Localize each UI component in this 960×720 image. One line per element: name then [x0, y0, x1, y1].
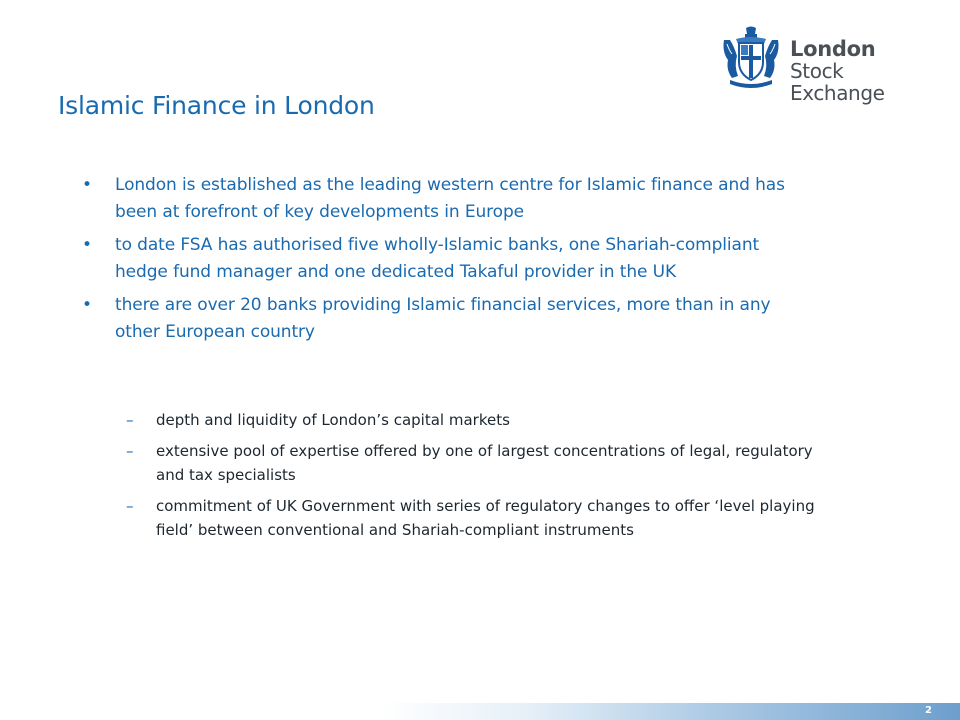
bullet-text: London is established as the leading western centre for Islamic finance and has been at forefront of key developments in Europe — [115, 175, 785, 222]
coat-of-arms-icon — [720, 26, 782, 88]
bullet-dot-icon: • — [82, 175, 93, 195]
london-stock-exchange-logo — [720, 26, 935, 105]
sub-bullet-item — [126, 408, 816, 432]
page-number: 2 — [925, 705, 932, 716]
sub-bullet-text: depth and liquidity of London’s capital markets — [156, 411, 510, 429]
dash-icon: – — [126, 442, 134, 460]
bullet-text: to date FSA has authorised five wholly-Islamic banks, one Shariah-compliant hedge fund manager and one dedicated Takaful provider in the UK — [115, 235, 760, 282]
sub-bullet-list — [126, 408, 816, 549]
bullet-text: there are over 20 banks providing Islamic financial services, more than in any other European country — [115, 295, 771, 342]
sub-bullet-text: commitment of UK Government with series of regulatory changes to offer ‘level playing field’ between conventional and Shariah-compliant instruments — [156, 497, 815, 539]
dash-icon: – — [126, 411, 134, 429]
bullet-dot-icon: • — [82, 295, 93, 315]
bullet-dot-icon: • — [82, 235, 93, 255]
main-bullet-list — [82, 172, 802, 352]
dash-icon: – — [126, 497, 134, 515]
sub-bullet-item — [126, 439, 816, 487]
page-title: Islamic Finance in London — [58, 91, 375, 120]
footer-bar — [380, 703, 960, 720]
logo-wordmark-london: London — [790, 37, 876, 61]
bullet-item — [82, 172, 802, 226]
bullet-item — [82, 232, 802, 286]
bullet-item — [82, 292, 802, 346]
sub-bullet-text: extensive pool of expertise offered by one of largest concentrations of legal, regulatory and tax specialists — [156, 442, 813, 484]
sub-bullet-item — [126, 494, 816, 542]
logo-wordmark-stock-exchange: Stock Exchange — [790, 59, 885, 105]
